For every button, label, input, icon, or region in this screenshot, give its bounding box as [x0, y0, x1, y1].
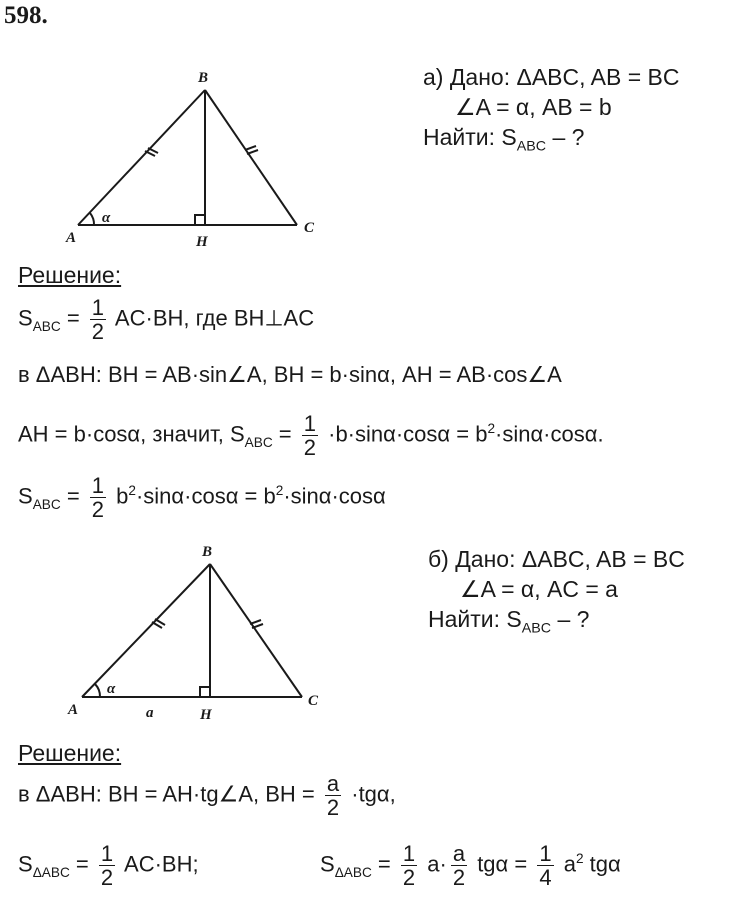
formula-b3 — [320, 842, 621, 889]
f-b3-sub: ΔABC — [334, 864, 372, 880]
label-c: C — [304, 220, 315, 236]
f-a3-end: ·sinα·cosα. — [495, 421, 604, 447]
f-b3-end: tgα — [583, 851, 621, 877]
label-b: B — [198, 70, 209, 86]
f-b2-sub: ΔABC — [32, 864, 70, 880]
solution-heading-b: Решение: — [18, 740, 122, 766]
formula-b2 — [18, 842, 199, 889]
formula-b1 — [18, 772, 396, 819]
fraction-den: 2 — [402, 865, 416, 891]
formula-a3 — [18, 412, 604, 459]
fraction-num: a — [326, 771, 340, 796]
label-h: H — [196, 234, 208, 250]
label-side-a: a — [146, 705, 154, 721]
find-a-suffix: – ? — [546, 124, 585, 150]
fraction — [537, 842, 553, 889]
f-a3-sup: 2 — [487, 421, 496, 437]
fraction — [451, 842, 467, 889]
f-a4-end: ·sinα·cosα — [283, 483, 386, 509]
fraction-den: 2 — [452, 865, 466, 891]
f-b3-eq: = — [371, 851, 397, 877]
label-alpha: α — [102, 210, 111, 226]
f-a4-mid2: ·sinα·cosα = b — [135, 483, 276, 509]
find-b — [428, 604, 685, 644]
formula-a4 — [18, 474, 386, 521]
f-b3-mid3: a — [557, 851, 576, 877]
f-a1-sub: ABC — [32, 318, 61, 334]
f-a1-rest: AC·BH, где BH⊥AC — [110, 305, 315, 331]
given-b-line2: ∠A = α, AC = a — [460, 576, 618, 602]
fraction-num: a — [452, 841, 466, 866]
find-b-prefix: Найти: S — [428, 606, 522, 632]
fraction-den: 4 — [539, 865, 552, 891]
label-a: A — [68, 702, 79, 718]
fraction-num: 1 — [91, 473, 105, 498]
formula-a2: в ΔABH: BH = AB·sin∠A, BH = b·sinα, AH = AB·cos∠A — [18, 362, 562, 387]
f-b3-sup: 2 — [575, 851, 584, 867]
f-a3-mid: ·b·sinα·cosα = b — [322, 421, 488, 447]
formula-a1 — [18, 296, 314, 343]
fraction-num: 1 — [100, 841, 114, 866]
f-a1-eq: = — [60, 305, 86, 331]
label-a: A — [66, 230, 77, 246]
given-b-line1: б) Дано: ΔABC, AB = BC — [428, 546, 685, 572]
fraction-num: 1 — [91, 295, 105, 320]
f-a3-eq: = — [272, 421, 298, 447]
given-a-line1: а) Дано: ΔABC, AB = BC — [423, 64, 680, 90]
find-b-suffix: – ? — [551, 606, 590, 632]
fraction-num: 1 — [402, 841, 416, 866]
f-b1-end: ·tgα, — [345, 781, 396, 807]
f-b3-mid1: a· — [421, 851, 447, 877]
fraction — [90, 296, 106, 343]
find-a — [423, 122, 680, 162]
f-b2-end: AC·BH; — [119, 851, 199, 877]
label-alpha: α — [107, 681, 116, 697]
fraction-den: 2 — [303, 435, 316, 461]
f-b3-s: S — [320, 851, 335, 877]
f-a4-sup2: 2 — [275, 483, 284, 499]
given-a-line2: ∠A = α, AB = b — [455, 94, 612, 120]
triangle-diagram-b — [60, 542, 340, 727]
f-a4-s: S — [18, 483, 33, 509]
fraction-den: 2 — [91, 319, 105, 345]
problem-number: 598. — [4, 2, 48, 29]
label-h: H — [200, 707, 212, 723]
f-a4-sup1: 2 — [128, 483, 136, 499]
fraction — [302, 412, 318, 459]
fraction-den: 2 — [326, 795, 340, 821]
f-a1-s: S — [18, 305, 33, 331]
fraction — [90, 474, 106, 521]
fraction-num: 1 — [303, 411, 316, 436]
f-a3-pre: AH = b·cosα, значит, S — [18, 421, 245, 447]
given-b — [428, 544, 685, 644]
fraction-den: 2 — [100, 865, 114, 891]
find-a-prefix: Найти: S — [423, 124, 517, 150]
find-a-sub: ABC — [516, 138, 547, 155]
f-b2-eq: = — [69, 851, 95, 877]
find-b-sub: ABC — [521, 620, 552, 637]
fraction — [325, 772, 341, 819]
f-a4-eq: = — [60, 483, 86, 509]
triangle-diagram-a — [60, 62, 330, 252]
f-a4-sub: ABC — [32, 496, 61, 512]
f-b2-s: S — [18, 851, 33, 877]
fraction — [401, 842, 417, 889]
label-b: B — [202, 544, 213, 560]
label-c: C — [308, 693, 319, 709]
f-b1-pre: в ΔABH: BH = AH·tg∠A, BH = — [18, 781, 321, 807]
solution-heading-a: Решение: — [18, 262, 122, 288]
f-b3-mid2: tgα = — [471, 851, 534, 877]
fraction — [99, 842, 115, 889]
f-a3-sub: ABC — [244, 434, 273, 450]
fraction-num: 1 — [539, 841, 552, 866]
f-a4-mid: b — [110, 483, 129, 509]
fraction-den: 2 — [91, 497, 105, 523]
given-a — [423, 62, 680, 162]
